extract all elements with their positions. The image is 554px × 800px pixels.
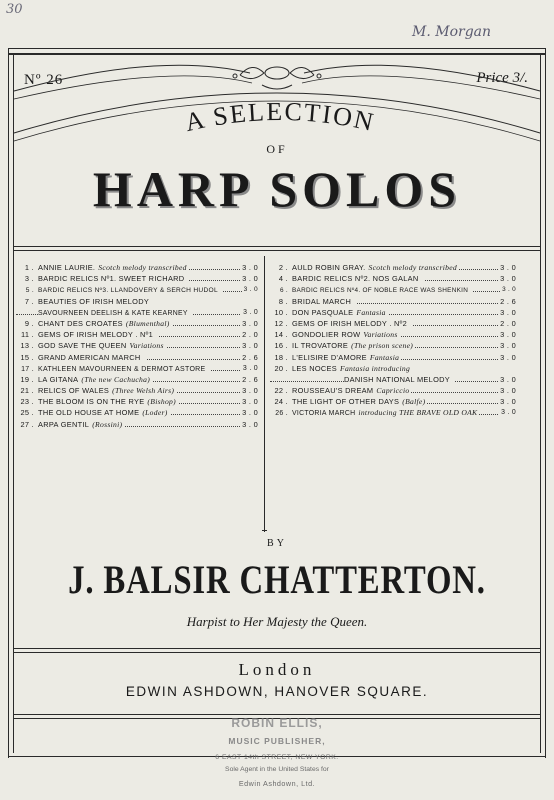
- column-divider-foot: [262, 530, 267, 531]
- list-item: 16 . IL TROVATORE (The prison scene) 3 . 0: [270, 340, 516, 351]
- composer-title: Harpist to Her Majesty the Queen.: [186, 614, 368, 629]
- title-line1: A SELECTION: [182, 100, 378, 138]
- list-item: 5 . BARDIC RELICS Nº3. LLANDOVERY & SERCH HUDOL 3 . 0: [16, 284, 258, 295]
- list-item: 8 . BRIDAL MARCH 2 . 6: [270, 296, 516, 307]
- title-line2: OF: [266, 142, 288, 156]
- svg-text:A SELECTION: [182, 100, 377, 137]
- publisher-bottom-rule: [14, 714, 540, 715]
- list-item: 6 . BARDIC RELICS Nº4. OF NOBLE RACE WAS SHENKIN 3 . 0: [270, 284, 516, 295]
- publisher-top-rule: [14, 648, 540, 649]
- right-column: [270, 262, 516, 419]
- list-item: 19 . LA GITANA (The new Cachucha) 2 . 6: [16, 374, 258, 385]
- list-item: 7 . BEAUTIES OF IRISH MELODY: [16, 296, 258, 307]
- list-item: 22 . ROUSSEAU'S DREAM Capriccio 3 . 0: [270, 385, 516, 396]
- list-item: 9 . CHANT DES CROATES (Blumenthal) 3 . 0: [16, 318, 258, 329]
- list-item: 12 . GEMS OF IRISH MELODY . Nº2 2 . 0: [270, 318, 516, 329]
- catalogue-number: Nº 26: [24, 72, 64, 88]
- price-label: Price 3/.: [476, 70, 528, 86]
- list-item: 27 . ARPA GENTIL (Rossini) 3 . 0: [16, 419, 258, 430]
- list-item: 17 . KATHLEEN MAVOURNEEN & DERMOT ASTORE 3 . 0: [16, 363, 258, 374]
- stamp-line2: MUSIC PUBLISHER,: [228, 736, 326, 746]
- list-item: 21 . RELICS OF WALES (Three Welsh Airs) 3 . 0: [16, 385, 258, 396]
- left-column: [16, 262, 258, 430]
- list-top-rule-2: [14, 250, 540, 251]
- frame-top-rule: [8, 48, 546, 49]
- publisher-top-rule-2: [14, 652, 540, 653]
- publisher-city: London: [238, 660, 316, 679]
- owner-signature: M. Morgan: [412, 24, 492, 40]
- list-item: SAVOURNEEN DEELISH & KATE KEARNEY 3 . 0: [16, 307, 258, 318]
- list-item: 25 . THE OLD HOUSE AT HOME (Loder) 3 . 0: [16, 407, 258, 418]
- list-item: 13 . GOD SAVE THE QUEEN Variations 3 . 0: [16, 340, 258, 351]
- corner-number: 30: [6, 2, 23, 17]
- list-item: 23 . THE BLOOM IS ON THE RYE (Bishop) 3 . 0: [16, 396, 258, 407]
- list-item: 11 . GEMS OF IRISH MELODY . Nº1 2 . 0: [16, 329, 258, 340]
- column-divider: [264, 256, 265, 532]
- stamp-line1: ROBIN ELLIS,: [231, 716, 323, 730]
- list-item: 10 . DON PASQUALE Fantasia 3 . 0: [270, 307, 516, 318]
- list-item: 3 . BARDIC RELICS Nº1. SWEET RICHARD 3 . 0: [16, 273, 258, 284]
- title-line3: HARP SOLOS: [92, 161, 462, 217]
- list-item: 15 . GRAND AMERICAN MARCH 2 . 6: [16, 352, 258, 363]
- list-item: 18 . L'ELISIRE D'AMORE Fantasia 3 . 0: [270, 352, 516, 363]
- list-item: 20 . LES NOCES Fantasia introducing: [270, 363, 516, 374]
- list-item: 26 . VICTORIA MARCH introducing THE BRAVE OLD OAK 3 . 0: [270, 407, 516, 418]
- publisher-name: EDWIN ASHDOWN, HANOVER SQUARE.: [125, 684, 429, 699]
- list-item: 24 . THE LIGHT OF OTHER DAYS (Balfe) 3 . 0: [270, 396, 516, 407]
- list-top-rule: [14, 246, 540, 247]
- stamp-line5: Edwin Ashdown, Ltd.: [238, 779, 316, 788]
- stamp-line3: 6 EAST 14th STREET, NEW YORK.: [215, 754, 339, 761]
- list-item: 1 . ANNIE LAURIE. Scotch melody transcribed 3 . 0: [16, 262, 258, 273]
- list-item: 2 . AULD ROBIN GRAY. Scotch melody transcribed 3 . 0: [270, 262, 516, 273]
- by-label: BY: [267, 538, 287, 549]
- list-item: 4 . BARDIC RELICS Nº2. NOS GALAN 3 . 0: [270, 273, 516, 284]
- stamp-line4: Sole Agent in the United States for: [225, 766, 329, 773]
- list-item: DANISH NATIONAL MELODY 3 . 0: [270, 374, 516, 385]
- composer-name: J. BALSIR CHATTERTON.: [68, 557, 486, 602]
- list-item: 14 . GONDOLIER ROW Variations 3 . 0: [270, 329, 516, 340]
